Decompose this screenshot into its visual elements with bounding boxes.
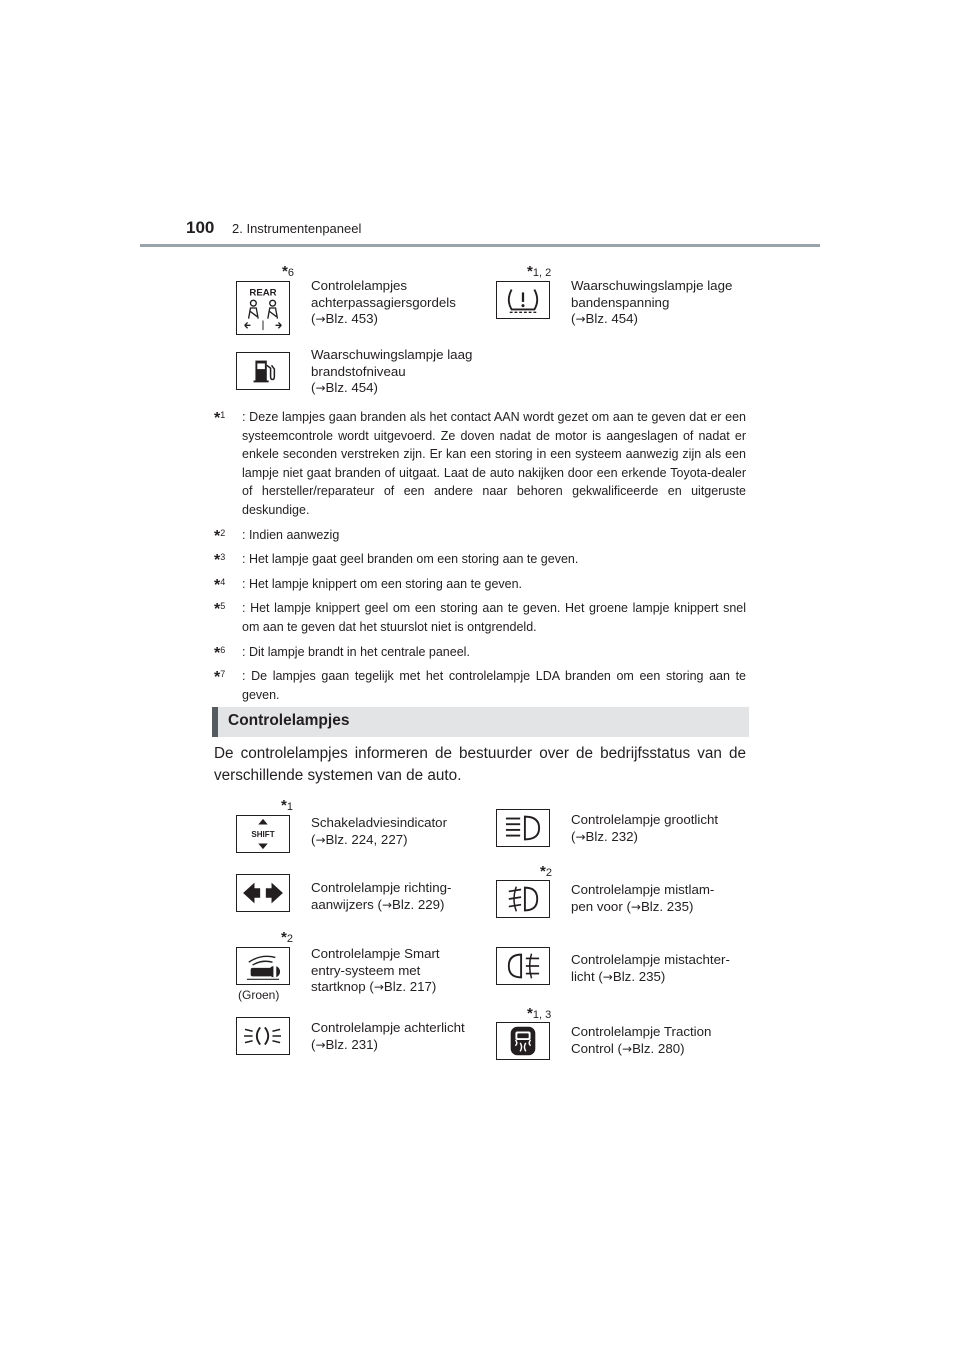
tire-pressure-icon [496, 281, 550, 319]
rear-seatbelt-icon [236, 281, 290, 335]
shift-indicator-label: Schakeladviesindicator (→Blz. 224, 227) [311, 815, 448, 847]
tail-light-label: Controlelampje achterlicht (→Blz. 231) [311, 1020, 465, 1052]
fuel-pump-icon [236, 352, 290, 390]
footnote: *$^6$ : Dit lampje brandt in het centrale paneel. [214, 644, 470, 662]
footnote: *$^5$ : Het lampje knippert geel om een storing aan te geven. Het groene lampje knippert snel om aan te geven dat het stuurslot niet is ontgrendeld. [214, 601, 746, 634]
rear-fog-label: Controlelampje mistachter- licht (→Blz. 235) [571, 952, 730, 984]
page-number: 100 [186, 218, 215, 237]
footnote: *$^3$ : Het lampje gaat geel branden om een storing aan te geven. [214, 552, 579, 570]
section-title: 2. Instrumentenpaneel [232, 221, 362, 236]
smart-key-label: Controlelampje Smart entry-systeem met startknop (→Blz. 217) [311, 946, 440, 994]
turn-signal-label: Controlelampje richting- aanwijzers (→Blz. 229) [311, 880, 452, 912]
smart-key-icon [236, 947, 290, 985]
footnote-marker: *1 [281, 797, 293, 814]
footnote-marker: *1, 3 [527, 1005, 552, 1022]
footnote: *$^2$ : Indien aanwezig [214, 527, 340, 545]
footnote: *$^7$ : De lampjes gaan tegelijk met het controlelampje LDA branden om een storing aan te geven. [214, 669, 746, 702]
header-divider [140, 244, 820, 247]
footnotes [214, 408, 746, 710]
tire-pressure-label: Waarschuwingslampje lage bandenspanning (→Blz. 454) [571, 278, 733, 326]
footnote-marker: *2 [281, 929, 293, 946]
shift-indicator-icon [236, 815, 290, 853]
front-fog-label: Controlelampje mistlam- pen voor (→Blz. 235) [571, 882, 715, 914]
footnote: *$^4$ : Het lampje knippert om een storing aan te geven. [214, 576, 523, 594]
traction-control-label: Controlelampje Traction Control (→Blz. 280) [571, 1024, 712, 1056]
front-fog-icon [496, 880, 550, 918]
footnote-marker: *6 [282, 263, 294, 280]
rear-fog-icon [496, 947, 550, 985]
section-heading-text: Controlelampjes [228, 712, 350, 729]
footnote: *$^1$ : Deze lampjes gaan branden als het contact AAN wordt gezet om aan te geven dat er een systeemcontrole wordt uitgevoerd. Ze doven nadat de motor is aangeslagen of nadat er enkele seconden verstreken zijn. Er kan een storing in een systeem aanwezig zijn als een lampje niet gaat branden of uitgaat. Laat de auto nakijken door een erkende Toyota-dealer of hersteller/reparateur of een andere naar behoren gekwalificeerde en uitgeruste deskundige. [214, 410, 746, 517]
svg-text:SHIFT: SHIFT [251, 829, 275, 839]
turn-signal-icon [236, 874, 290, 912]
intro-paragraph: De controlelampjes informeren de bestuurder over de bedrijfsstatus van de verschillende systemen van de auto. [214, 745, 746, 784]
smart-key-color-note: (Groen) [238, 988, 280, 1002]
footnote-marker: *2 [540, 863, 552, 880]
high-beam-icon [496, 809, 550, 847]
high-beam-label: Controlelampje grootlicht (→Blz. 232) [571, 812, 719, 844]
footnote-marker: *1, 2 [527, 263, 552, 280]
svg-text:REAR: REAR [249, 287, 277, 299]
tail-light-icon [236, 1017, 290, 1055]
rear-seatbelt-label: Controlelampjes achterpassagiersgordels (→Blz. 453) [311, 278, 456, 326]
section-heading [212, 707, 749, 737]
traction-control-icon [496, 1022, 550, 1060]
fuel-level-label: Waarschuwingslampje laag brandstofniveau (→Blz. 454) [311, 347, 473, 395]
